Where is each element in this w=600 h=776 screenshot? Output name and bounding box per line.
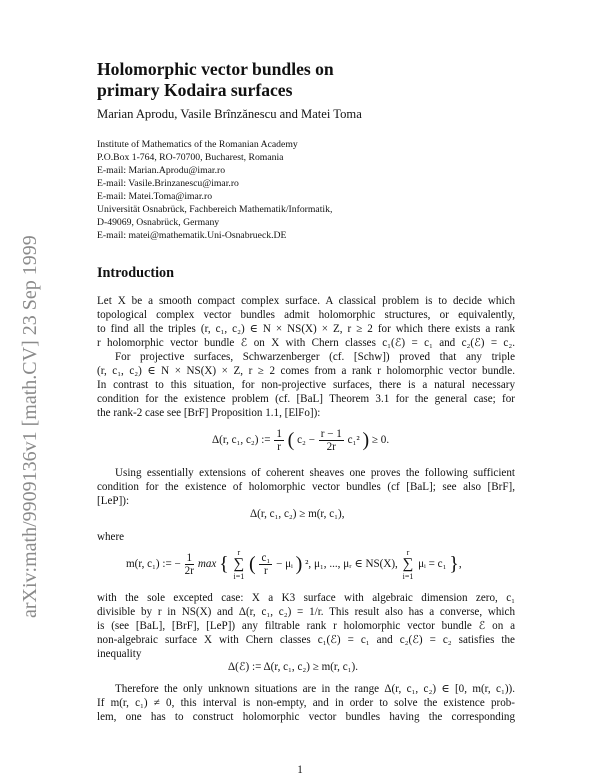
eq3-tail: ², μ₁, ..., μᵣ ∈ NS(X), — [305, 558, 398, 571]
equation-delta-e: Δ(ℰ) := Δ(r, c₁, c₂) ≥ m(r, c₁). — [228, 661, 358, 673]
eq1-inner-left: c₂ − — [297, 434, 315, 447]
text-line: condition for the existence of holomorphic vector bundles (cf [BaL]; see also [BrF], — [97, 481, 515, 493]
affiliation-line: P.O.Box 1-764, RO-70700, Bucharest, Romania — [97, 152, 284, 163]
text-line: with the sole excepted case: X a K3 surface with algebraic dimension zero, c₁ — [97, 592, 515, 604]
text-line: non-algebraic surface X with Chern classes c₁(ℰ) = c₁ and c₂(ℰ) = c₂ satisfies the — [97, 634, 515, 646]
eq3-sum2-bot: i=1 — [402, 572, 414, 581]
text-line: For projective surfaces, Schwarzenberger (cf. [Schw]) proved that any triple — [115, 351, 515, 363]
eq1-rhs: ≥ 0. — [371, 434, 390, 447]
sum-symbol: ∑ — [402, 556, 414, 572]
eq1-open-paren: ( — [287, 429, 295, 451]
eq1-close-paren: ) — [362, 429, 370, 451]
eq3-close-paren: ) — [295, 553, 303, 575]
equation-discriminant — [212, 428, 389, 453]
eq3-sum — [234, 548, 245, 581]
eq1-fraction — [274, 428, 284, 453]
eq3-frac-den: 2r — [184, 565, 194, 577]
text-line: If m(r, c₁) ≠ 0, this interval is non-empty, and in order to solve the existence prob- — [97, 697, 515, 709]
eq1-frac-num: 1 — [276, 428, 282, 440]
text-line: condition for the existence problem (cf. [BaL] Theorem 3.1 for the general case; for — [97, 393, 515, 405]
equation-m-definition: m(r, c₁) := − $\frac{1}{2r}$ max { r ∑ i=1 ( $\frac{\text{c₁}}{r}$ − μᵢ ) ², μ₁, ..., μᵣ ∈ NS(X), r ∑ i=1 μᵢ = c₁ }, — [126, 548, 462, 581]
affiliation-line: Universität Osnabrück, Fachbereich Mathematik/Informatik, — [97, 204, 333, 215]
authors: Marian Aprodu, Vasile Brînzănescu and Matei Toma — [97, 107, 362, 121]
sum-symbol: ∑ — [233, 556, 245, 572]
text-line: (r, c₁, c₂) ∈ N × NS(X) × Z, r ≥ 2 comes from a rank r holomorphic vector bundle. — [97, 365, 515, 377]
eq3-fraction — [185, 552, 195, 577]
arxiv-stamp — [14, 188, 54, 618]
email-line: E-mail: Vasile.Brinzanescu@imar.ro — [97, 178, 239, 189]
text-line: divisible by r in NS(X) and Δ(r, c₁, c₂) = 1/r. This result also has a converse, which — [97, 606, 515, 618]
eq1-inner-den: 2r — [326, 441, 336, 453]
eq3-c-den: r — [264, 565, 268, 577]
affiliation-line: Institute of Mathematics of the Romanian Academy — [97, 139, 298, 150]
text-line: Using essentially extensions of coherent sheaves one proves the following sufficient — [115, 467, 515, 479]
text-line-where: where — [97, 531, 125, 543]
eq1-lhs: Δ(r, c₁, c₂) := — [212, 434, 271, 447]
text-line: r holomorphic vector bundle ℰ on X with Chern classes c₁(ℰ) = c₁ and c₂(ℰ) = c₂. — [97, 337, 515, 349]
eq3-sum-top: r — [237, 548, 241, 557]
eq3-end: μᵢ = c₁ — [418, 558, 447, 571]
eq1-frac-den: r — [277, 441, 281, 453]
eq3-open-brace: { — [219, 553, 229, 575]
text-line: Let X be a smooth compact complex surface. A classical problem is to decide which — [97, 295, 515, 307]
eq1-inner-fraction — [319, 428, 344, 453]
email-line: E-mail: Marian.Aprodu@imar.ro — [97, 165, 226, 176]
text-line: the rank-2 case see [BrF] Proposition 1.1, [ElFo]): — [97, 407, 321, 419]
eq3-lhs: m(r, c₁) := − — [126, 558, 181, 571]
eq3-sum-2 — [403, 548, 414, 581]
eq3-open-paren: ( — [249, 553, 256, 575]
eq3-frac-num: 1 — [186, 552, 193, 564]
section-heading-introduction: Introduction — [97, 265, 174, 281]
eq1-inner-tail: c₁² — [347, 434, 360, 447]
text-line: [LeP]): — [97, 495, 130, 507]
email-line: E-mail: Matei.Toma@imar.ro — [97, 191, 213, 202]
affiliation-line: D-49069, Osnabrück, Germany — [97, 217, 220, 228]
title-line-2: primary Kodaira surfaces — [97, 80, 293, 100]
equation-bound: Δ(r, c₁, c₂) ≥ m(r, c₁), — [250, 508, 345, 520]
eq1-inner-num: r − 1 — [320, 428, 342, 440]
eq3-c-num: c₁ — [261, 552, 271, 564]
text-line: is (see [BaL], [BrF], [LeP]) any filtrable rank r holomorphic vector bundle ℰ on a — [97, 620, 515, 632]
text-line: In contrast to this situation, for non-projective surfaces, there is a natural necessary — [97, 379, 515, 391]
eq3-sum-bot: i=1 — [233, 572, 245, 581]
text-line: Therefore the only unknown situations are in the range Δ(r, c₁, c₂) ∈ [0, m(r, c₁)). — [115, 683, 515, 695]
title-line-1: Holomorphic vector bundles on — [97, 59, 334, 79]
paper-title — [97, 59, 517, 101]
text-line: lem, one has to construct holomorphic vector bundles having the corresponding — [97, 711, 515, 723]
page-number: 1 — [297, 764, 303, 776]
text-line: inequality — [97, 648, 142, 660]
arxiv-stamp-text: arXiv:math/9909136v1 [math.CV] 23 Sep 1999 — [19, 235, 41, 618]
eq3-sum2-top: r — [406, 548, 410, 557]
email-line: E-mail: matei@mathematik.Uni-Osnabrueck.DE — [97, 230, 287, 241]
eq3-mid: − μᵢ — [276, 558, 293, 571]
eq3-c-fraction — [259, 552, 272, 577]
eq3-close-brace: } — [449, 553, 459, 575]
text-line: topological complex vector bundles admit holomorphic structures, or equivalently, — [97, 309, 515, 321]
eq3-max: max — [197, 558, 217, 571]
text-line: to find all the triples (r, c₁, c₂) ∈ N × NS(X) × Z, r ≥ 2 for which there exists a rank — [97, 323, 515, 335]
